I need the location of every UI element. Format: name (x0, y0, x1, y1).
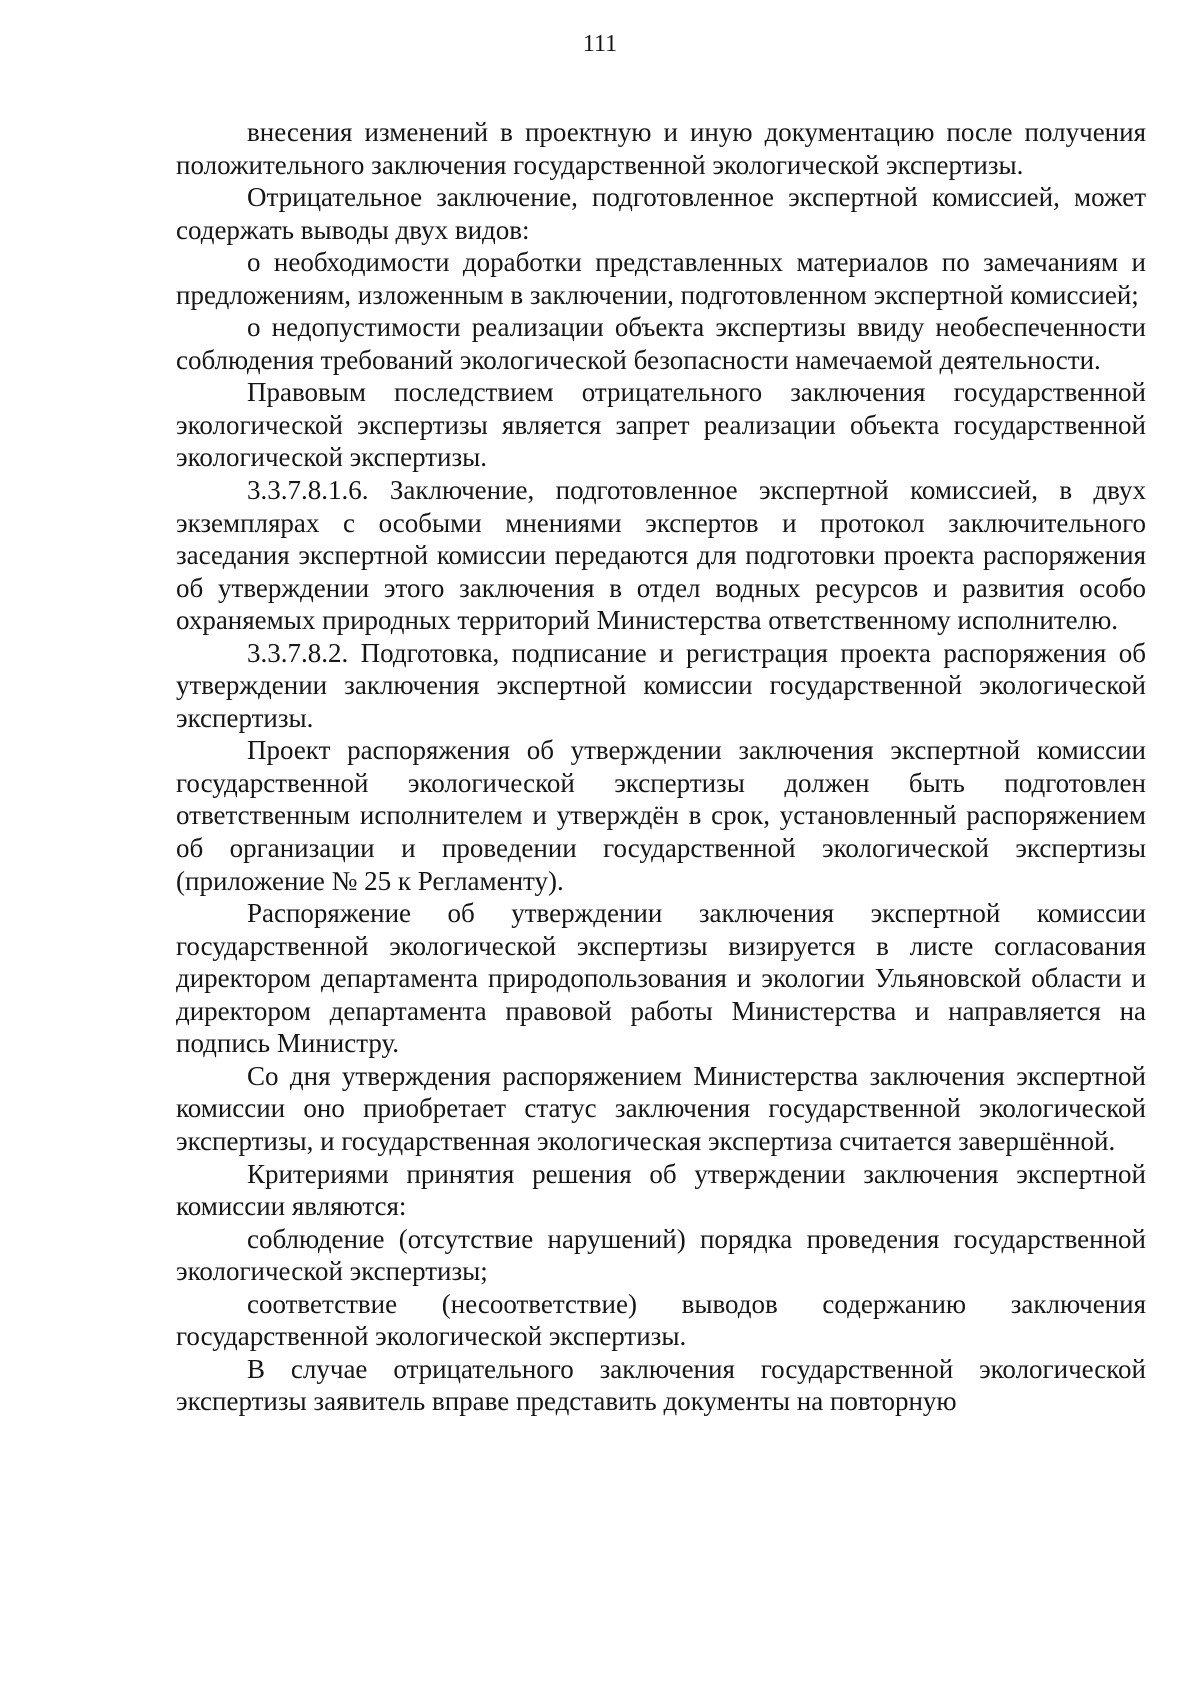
paragraph-list-item: о недопустимости реализации объекта экспертизы ввиду необеспеченности соблюдения требований экологической безопасности намечаемой деятельности. (176, 312, 1146, 375)
document-body (176, 116, 1146, 1418)
paragraph-repeat-submission: В случае отрицательного заключения государственной экологической экспертизы заявитель вправе представить документы на повторную (176, 1353, 1146, 1417)
paragraph-section-3-3-7-8-2: 3.3.7.8.2. Подготовка, подписание и регистрация проекта распоряжения об утверждении заключения экспертной комиссии государственной экологической экспертизы. (176, 637, 1146, 733)
page-number: 111 (582, 31, 618, 57)
paragraph-criteria: Критериями принятия решения об утверждении заключения экспертной комиссии являются: (176, 1158, 1146, 1222)
paragraph-list-item: о необходимости доработки представленных материалов по замечаниям и предложениям, изложенным в заключении, подготовленном экспертной комиссией; (176, 247, 1146, 310)
paragraph-list-item: соответствие (несоответствие) выводов содержанию заключения государственной экологической экспертизы. (176, 1288, 1146, 1352)
paragraph-section-3-3-7-8-1-6: 3.3.7.8.1.6. Заключение, подготовленное экспертной комиссией, в двух экземплярах с особыми мнениями экспертов и протокол заключительного заседания экспертной комиссии передаются для подготовки проекта распоряжения об утверждении этого заключения в отдел водных ресурсов и развития особо охраняемых природных территорий Министерства ответственному исполнителю. (176, 475, 1146, 636)
paragraph-legal-consequence: Правовым последствием отрицательного заключения государственной экологической экспертизы является запрет реализации объекта государственной экологической экспертизы. (176, 377, 1146, 473)
paragraph-continuation: внесения изменений в проектную и иную документацию после получения положительного заключения государственной экологической экспертизы. (176, 117, 1146, 180)
paragraph-order-approval: Распоряжение об утверждении заключения экспертной комиссии государственной экологической экспертизы визируется в листе согласования директором департамента природопользования и экологии Ульяновской области и директором департамента правовой работы Министерства и направляется на подпись Министру. (176, 898, 1146, 1059)
paragraph-negative-conclusion: Отрицательное заключение, подготовленное экспертной комиссией, может содержать выводы двух видов: (176, 182, 1146, 245)
paragraph-list-item: соблюдение (отсутствие нарушений) порядка проведения государственной экологической экспертизы; (176, 1223, 1146, 1287)
paragraph-status: Со дня утверждения распоряжением Министерства заключения экспертной комиссии оно приобретает статус заключения государственной экологической экспертизы, и государственная экологическая экспертиза считается завершённой. (176, 1060, 1146, 1156)
paragraph-draft-order: Проект распоряжения об утверждении заключения экспертной комиссии государственной экологической экспертизы должен быть подготовлен ответственным исполнителем и утверждён в срок, установленный распоряжением об организации и проведении государственной экологической экспертизы (приложение № 25 к Регламенту). (176, 735, 1146, 896)
